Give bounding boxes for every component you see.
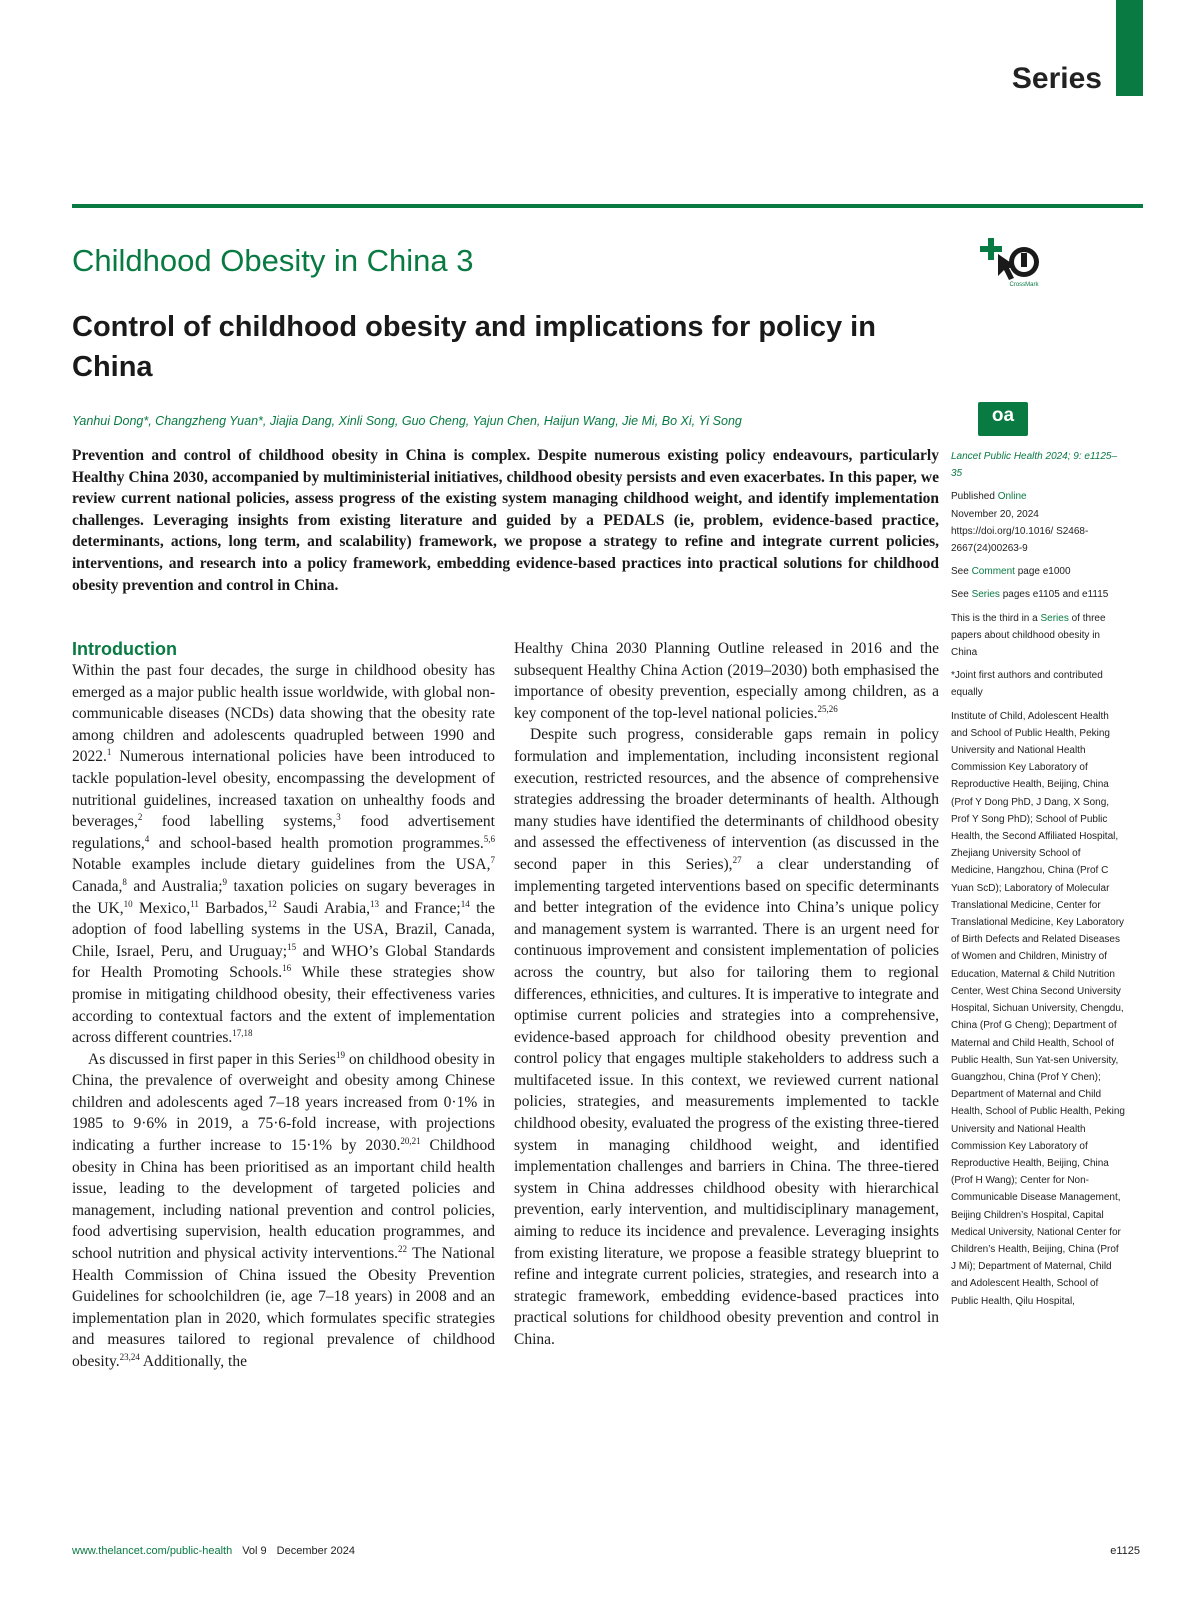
comment-link[interactable]: Comment (971, 566, 1015, 578)
series-link[interactable]: Series (971, 589, 1000, 601)
footer-volume: Vol 9 (242, 1545, 267, 1557)
body-column-middle (514, 638, 939, 1351)
body-column-left (72, 638, 495, 1373)
open-access-badge: oa (978, 402, 1028, 436)
body-paragraph: As discussed in first paper in this Series$^{19}$ on childhood obesity in China, the prevalence of overweight and obesity among Chinese children and adolescents aged 7–18 years increased from 0·1% in 1985 to 9·6% in 2019, a 75·6-fold increase, with projections indicating a further increase to 15·1% by 2030.$^{20,21}$ Childhood obesity in China has been prioritised as an important child health issue, leading to the development of targeted policies and management, including national prevention and control policies, food advertising supervision, health education programmes, and school nutrition and physical activity interventions.$^{22}$ The National Health Commission of China issued the Obesity Prevention Guidelines for schoolchildren (ie, age 7–18 years) in 2008 and an implementation plan in 2020, which formulates specific strategies and measures tailored to regional prevalence of childhood obesity.$^{23,24}$ Additionally, the (72, 1049, 495, 1370)
footer-citation (72, 1545, 365, 1557)
header-rule (72, 204, 1143, 208)
footer-date: December 2024 (276, 1545, 355, 1557)
series-title: Childhood Obesity in China 3 (72, 243, 474, 278)
joint-authors-note: *Joint first authors and contributed equally (951, 670, 1103, 699)
series-position-note: This is the third in a Series of three papers about childhood obesity in China (951, 612, 1106, 659)
crossmark-label: CrossMark (1009, 282, 1039, 288)
comment-note: See Comment page e1000 (951, 566, 1071, 578)
abstract: Prevention and control of childhood obesity in China is complex. Despite numerous existing policy endeavours, particularly Healthy China 2030, accompanied by multiministerial initiatives, childhood obesity persists and even exacerbates. In this paper, we review current national policies, assess progress of the existing system managing childhood weight, and identify implementation challenges. Leveraging insights from existing literature and guided by a PEDALS (ie, problem, evidence-based practice, determinants, actions, long term, and scalability) framework, we propose a strategy to refine and integrate current policies, interventions, and research into a policy framework, embedding evidence-based practices into practical solutions for childhood obesity prevention and control in China. (72, 447, 939, 594)
affiliations: Institute of Child, Adolescent Health and School of Public Health, Peking University and National Health Commission Key Laboratory of Reproductive Health, Beijing, China (Prof Y Dong PhD, J Dang, X Song, Prof Y Song PhD); School of Public Health, the Second Affiliated Hospital, Zhejiang University School of Medicine, Hangzhou, China (Prof C Yuan ScD); Laboratory of Molecular Translational Medicine, Center for Translational Medicine, Key Laboratory of Birth Defects and Related Diseases of Women and Children, Ministry of Education, Maternal & Child Nutrition Center, West China Second University Hospital, Sichuan University, Chengdu, China (Prof G Cheng); Department of Maternal and Child Health, School of Public Health, Sun Yat-sen University, Guangzhou, China (Prof Y Chen); Department of Maternal and Child Health, School of Public Health, Peking University and National Health Commission Key Laboratory of Reproductive Health, Beijing, China (Prof H Wang); Center for Non-Communicable Disease Management, Beijing Children’s Hospital, Capital Medical University, National Center for Children’s Health, Beijing, China (Prof J Mi); Department of Maternal, Child and Adolescent Health, School of Public Health, Qilu Hospital, (951, 710, 1125, 1307)
body-paragraph: Healthy China 2030 Planning Outline released in 2016 and the subsequent Healthy China Action (2019–2030) both emphasised the importance of obesity prevention, especially among children, as a key component of the top-level national policies.$^{25,26}$ (514, 640, 939, 722)
series-label: Series (1011, 62, 1102, 95)
body-paragraph: Within the past four decades, the surge in childhood obesity has emerged as a major public health issue worldwide, with global non-communicable diseases (NCDs) data showing that the obesity rate among children and adolescents quadrupled between 1990 and 2022.$^1$ Numerous international policies have been introduced to tackle population-level obesity, encompassing the development of nutritional guidelines, increased taxation on unhealthy foods and beverages,$^2$ food labelling systems,$^3$ food advertisement regulations,$^4$ and school-based health promotion programmes.$^{5,6}$ Notable examples include dietary guidelines from the USA,$^7$ Canada,$^8$ and Australia;$^9$ taxation policies on sugary beverages in the UK,$^{10}$ Mexico,$^{11}$ Barbados,$^{12}$ Saudi Arabia,$^{13}$ and France;$^{14}$ the adoption of food labelling systems in the USA, Brazil, Canada, Chile, Israel, Peru, and Uruguay;$^{15}$ and WHO’s Global Standards for Health Promoting Schools.$^{16}$ While these strategies show promise in mitigating childhood obesity, their effectiveness varies according to contextual factors and the extent of implementation across different countries.$^{17,18}$ (72, 662, 496, 1047)
series-note: See Series pages e1105 and e1115 (951, 589, 1109, 601)
journal-citation: Lancet Public Health 2024; 9: e1125–35 (951, 451, 1118, 480)
online-link[interactable]: Online (997, 491, 1027, 503)
section-heading-introduction: Introduction (72, 639, 177, 659)
series-link-2[interactable]: Series (1040, 612, 1069, 624)
published-note: Published Online November 20, 2024 https://doi.org/10.1016/ S2468-2667(24)00263-9 (951, 491, 1089, 555)
author-list: Yanhui Dong*, Changzheng Yuan*, Jiajia Dang, Xinli Song, Guo Cheng, Yajun Chen, Haijun Wang, Jie Mi, Bo Xi, Yi Song (72, 414, 742, 428)
series-corner-bar (1116, 0, 1143, 96)
body-paragraph: Despite such progress, considerable gaps remain in policy formulation and implementation, including inconsistent regional execution, restricted resources, and the absence of comprehensive strategies addressing the broader determinants of health. Although many studies have identified the determinants of childhood obesity and assessed the effectiveness of intervention (as discussed in the second paper in this Series),$^{27}$ a clear understanding of implementing targeted interventions based on specific determinants and better integration of the evidence into China’s unique policy and management system is warranted. There is an urgent need for continuous improvement and consistent implementation of policies across the country, but also for tailoring them to regional differences, ethnicities, and cultures. It is imperative to integrate and optimise current policies and strategies into a comprehensive, evidence-based approach for childhood obesity prevention and control policy that engages multiple stakeholders to address such a multifaceted issue. In this context, we reviewed current national policies, strategies, and measurements implemented to tackle childhood obesity, evaluated the progress of the existing three-tiered system in managing childhood weight, and identified implementation challenges and barriers in China. The three-tiered system in China addresses childhood obesity with hierarchical prevention, early intervention, and multidisciplinary management, aiming to reduce its incidence and prevalence. Leveraging insights from existing literature, we propose a feasible strategy blueprint to refine and integrate current policies, strategies, and research into a strategic framework, embedding evidence-based practices into practical solutions for childhood obesity prevention and control in China. (514, 726, 939, 1348)
crossmark-icon[interactable] (978, 236, 1042, 288)
journal-url-link[interactable]: www.thelancet.com/public-health (72, 1545, 233, 1557)
sidebar-notes (951, 448, 1126, 1316)
article-title: Control of childhood obesity and implications for policy in China (72, 311, 876, 383)
page-number: e1125 (1110, 1545, 1140, 1557)
